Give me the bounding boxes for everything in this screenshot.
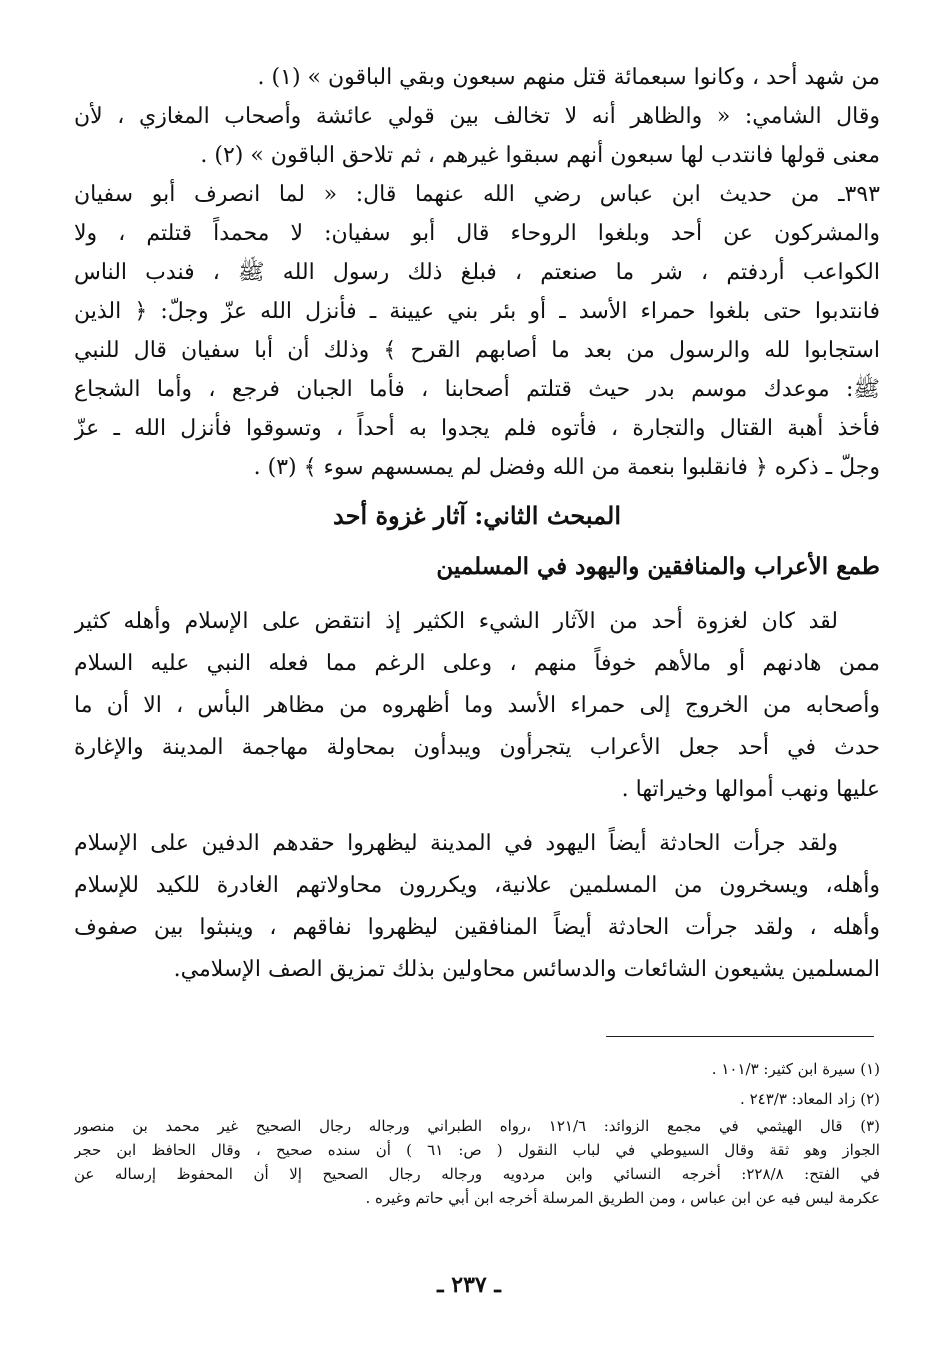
text-line: ممن هادنهم أو مالأهم خوفاً منهم ، وعلى الرغم مما فعله النبي عليه السلام	[74, 651, 880, 676]
text-line: والمشركون عن أحد وبلغوا الروحاء قال أبو سفيان: لا محمداً قتلتم ، ولا	[74, 221, 880, 246]
text-line: فأخذ أهبة القتال والتجارة ، فأتوه فلم يجدوا به أحداً ، وتسوقوا فأنزل الله ـ عزّ	[74, 416, 880, 441]
text-line: لقد كان لغزوة أحد من الآثار الشيء الكثير إذ انتقض على الإسلام وأهله كثير	[74, 609, 838, 634]
footnote-line: (٣) قال الهيثمي في مجمع الزوائد: ١٢١/٦ ،رواه الطبراني ورجاله رجال الصحيح غير محمد بن منصور	[74, 1117, 880, 1135]
footnote-3	[74, 1114, 880, 1210]
top-text	[74, 58, 880, 175]
text-line: ولقد جرأت الحادثة أيضاً اليهود في المدينة ليظهروا حقدهم الدفين على الإسلام	[74, 831, 838, 856]
footnote-line: عكرمة ليس فيه عن ابن عباس ، ومن الطريق المرسلة أخرجه ابن أبي حاتم وغيره .	[365, 1189, 880, 1207]
text-line: المسلمين يشيعون الشائعات والدسائس محاولين بذلك تمزيق الصف الإسلامي.	[173, 957, 880, 982]
text-line: من شهد أحد ، وكانوا سبعمائة قتل منهم سبعون وبقي الباقون » (١) .	[257, 65, 880, 90]
footnote-line: في الفتح: ٢٢٨/٨: أخرجه النسائي وابن مردويه ورجاله رجال الصحيح إلا أن المحفوظ إرساله عن	[74, 1165, 880, 1183]
text-line: حدث في أحد جعل الأعراب يتجرأون ويبدأون بمحاولة مهاجمة المدينة والإغارة	[74, 735, 880, 760]
section-title: المبحث الثاني: آثار غزوة أحد	[333, 501, 621, 530]
text-line: وجلّ ـ ذكره ﴿ فانقلبوا بنعمة من الله وفضل لم يمسسهم سوء ﴾ (٣) .	[253, 455, 880, 480]
paragraph-1	[74, 601, 880, 811]
text-line: ﷺ: موعدك موسم بدر حيث قتلتم أصحابنا ، فأما الجبان فرجع ، وأما الشجاع	[74, 377, 880, 402]
footnote-2: (٢) زاد المعاد: ٢٤٣/٣ .	[740, 1090, 880, 1108]
hadith-393	[74, 175, 880, 487]
footnotes	[74, 1054, 880, 1210]
text-line: وأهله، ويسخرون من المسلمين علانية، ويكررون محاولاتهم الغادرة للكيد للإسلام	[74, 873, 880, 898]
page-number: ـ ٢٣٧ ـ	[437, 1272, 501, 1298]
paragraph-gap	[74, 811, 880, 823]
page-body	[74, 58, 880, 991]
text-line: ٣٩٣ـ من حديث ابن عباس رضي الله عنهما قال: « لما انصرف أبو سفيان	[74, 182, 880, 207]
text-line: عليها ونهب أموالها وخيراتها .	[621, 777, 880, 802]
paragraph-2	[74, 823, 880, 991]
text-line: الكواعب أردفتم ، شر ما صنعتم ، فبلغ ذلك رسول الله ﷺ ، فندب الناس	[74, 260, 880, 285]
sub-title: طمع الأعراب والمنافقين واليهود في المسلمين	[436, 553, 880, 580]
text-line: استجابوا لله والرسول من بعد ما أصابهم القرح ﴾ وذلك أن أبا سفيان قال للنبي	[74, 338, 880, 363]
footnote-divider	[606, 1036, 874, 1037]
footnote-1: (١) سيرة ابن كثير: ١٠١/٣ .	[711, 1060, 880, 1078]
text-line: وأصحابه من الخروج إلى حمراء الأسد وما أظهروه من مظاهر البأس ، الا أن ما	[74, 693, 880, 718]
text-line: وأهله ، ولقد جرأت الحادثة أيضاً المنافقين ليظهروا نفاقهم ، وينبثوا بين صفوف	[74, 915, 880, 940]
footnote-line: الجواز وهو ثقة وقال السيوطي في لباب النقول ( ص: ٦١ ) أن سنده صحيح ، وقال الحافظ ابن حجر	[74, 1141, 880, 1159]
text-line: معنى قولها فانتدب لها سبعون أنهم سبقوا غيرهم ، ثم تلاحق الباقون » (٢) .	[200, 143, 880, 168]
text-line: وقال الشامي: « والظاهر أنه لا تخالف بين قولي عائشة وأصحاب المغازي ، لأن	[74, 104, 880, 129]
text-line: فانتدبوا حتى بلغوا حمراء الأسد ـ أو بئر بني عيينة ـ فأنزل الله عزّ وجلّ: ﴿ الذين	[74, 299, 880, 324]
